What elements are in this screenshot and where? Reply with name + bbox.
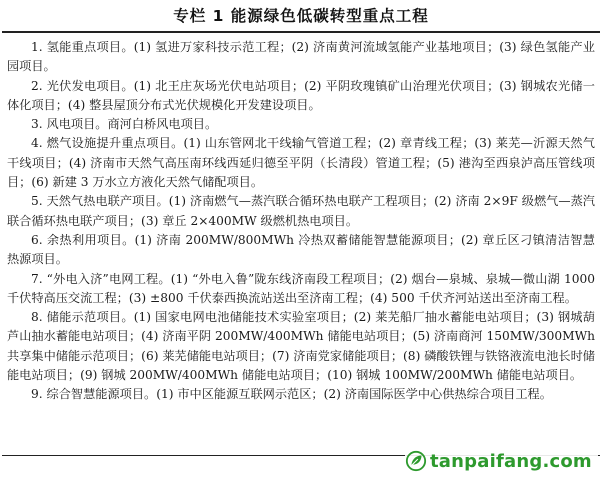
list-item-3: 3. 风电项目。商河白桥风电项目。: [31, 117, 218, 132]
item-list: [7, 38, 595, 405]
list-item-7: 7. “外电入济”电网工程。(1) “外电入鲁”陇东线济南段工程项目；(2) 烟台—泉城、泉城—微山湖 1000 千伏特高压交流工程；(3) ±800 千伏泰西换流站送出至济南工程；(4) 500 千伏齐河站送出至济南工程。: [7, 271, 595, 305]
list-item-8: 8. 储能示范项目。(1) 国家电网电池储能技术实验室项目；(2) 莱芜船厂抽水蓄能电站项目；(3) 钢城葫芦山抽水蓄能电站项目；(4) 济南平阴 200MW/400MWh 储能电站项目；(5) 济南商河 150MW/300MWh 共享集中储能示范项目；(6) 莱芜储能电站项目；(7) 济南党家储能项目；(8) 磷酸铁锂与铁铬液流电池长时储能电站项目；(9) 钢城 200MW/400MWh 储能电站项目；(10) 钢城 100MW/200MWh 储能电站项目。: [7, 310, 595, 383]
list-item-2: 2. 光伏发电项目。(1) 北王庄灰场光伏电站项目；(2) 平阴玫瑰镇矿山治理光伏项目；(3) 钢城农光储一体化项目；(4) 整县屋顶分布式光伏规模化开发建设项目。: [7, 78, 595, 112]
list-item-6: 6. 余热利用项目。(1) 济南 200MW/800MWh 冷热双蓄储能智慧能源项目；(2) 章丘区刁镇清洁智慧热源项目。: [7, 232, 595, 267]
leaf-logo-icon: [405, 450, 427, 472]
watermark-logo: [405, 448, 598, 474]
top-divider: [2, 31, 600, 33]
watermark-text: tanpaifang.com: [430, 450, 592, 472]
box-title: 专栏 1 能源绿色低碳转型重点工程: [173, 7, 429, 25]
list-item-9: 9. 综合智慧能源项目。(1) 市中区能源互联网示范区；(2) 济南国际医学中心供热综合项目工程。: [31, 387, 552, 402]
title-bar: [0, 0, 602, 30]
list-item-4: 4. 燃气设施提升重点项目。(1) 山东管网北干线输气管道工程；(2) 章青线工程；(3) 莱芜—沂源天然气干线项目；(4) 济南市天然气高压南环线西延归德至平阴（长清段）管道工程；(5) 港沟至西泉泸高压管线项目；(6) 新建 3 万水立方液化天然气储配项目。: [7, 136, 595, 190]
list-item-1: 1. 氢能重点项目。(1) 氢进万家科技示范工程；(2) 济南黄河流域氢能产业基地项目；(3) 绿色氢能产业园项目。: [7, 40, 595, 74]
list-item-5: 5. 天然气热电联产项目。(1) 济南燃气—蒸汽联合循环热电联产工程项目；(2) 济南 2×9F 级燃气—蒸汽联合循环热电联产项目；(3) 章丘 2×400MW 级燃机热电项目。: [7, 194, 595, 228]
